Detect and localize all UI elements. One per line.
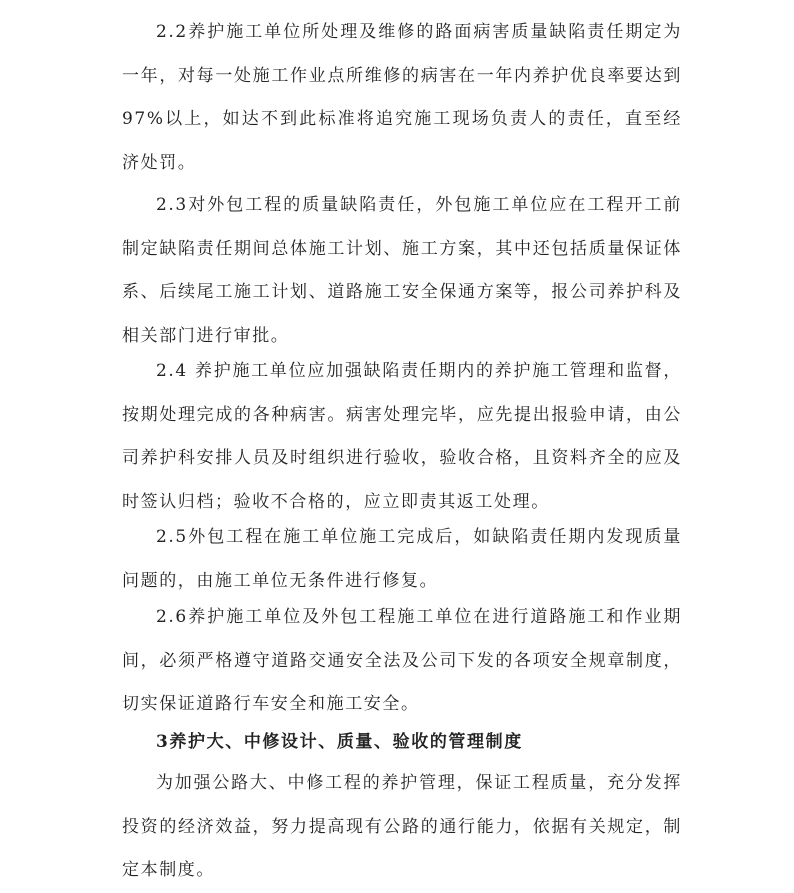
paragraph-2-3: 2.3对外包工程的质量缺陷责任，外包施工单位应在工程开工前制定缺陷责任期间总体施工计划、施工方案，其中还包括质量保证体系、后续尾工施工计划、道路施工安全保通方案等，报公司养护科及相关部门进行审批。 xyxy=(122,195,682,346)
paragraph-2-2: 2.2养护施工单位所处理及维修的路面病害质量缺陷责任期定为一年，对每一处施工作业点所维修的病害在一年内养护优良率要达到97%以上，如达不到此标准将追究施工现场负责人的责任，直至经济处罚。 xyxy=(122,22,682,173)
paragraph-2-4: 2.4 养护施工单位应加强缺陷责任期内的养护施工管理和监督，按期处理完成的各种病害。病害处理完毕，应先提出报验申请，由公司养护科安排人员及时组织进行验收，验收合格，且资料齐全的应及时签认归档；验收不合格的，应立即责其返工处理。 xyxy=(122,361,682,512)
paragraph-2-5: 2.5外包工程在施工单位施工完成后，如缺陷责任期内发现质量问题的，由施工单位无条件进行修复。 xyxy=(122,527,682,591)
section-intro-paragraph: 为加强公路大、中修工程的养护管理，保证工程质量，充分发挥投资的经济效益，努力提高现有公路的通行能力，依据有关规定，制定本制度。 xyxy=(122,773,682,880)
section-heading: 3养护大、中修设计、质量、验收的管理制度 xyxy=(156,732,523,752)
paragraph-2-6: 2.6养护施工单位及外包工程施工单位在进行道路施工和作业期间，必须严格遵守道路交通安全法及公司下发的各项安全规章制度，切实保证道路行车安全和施工安全。 xyxy=(122,607,682,714)
